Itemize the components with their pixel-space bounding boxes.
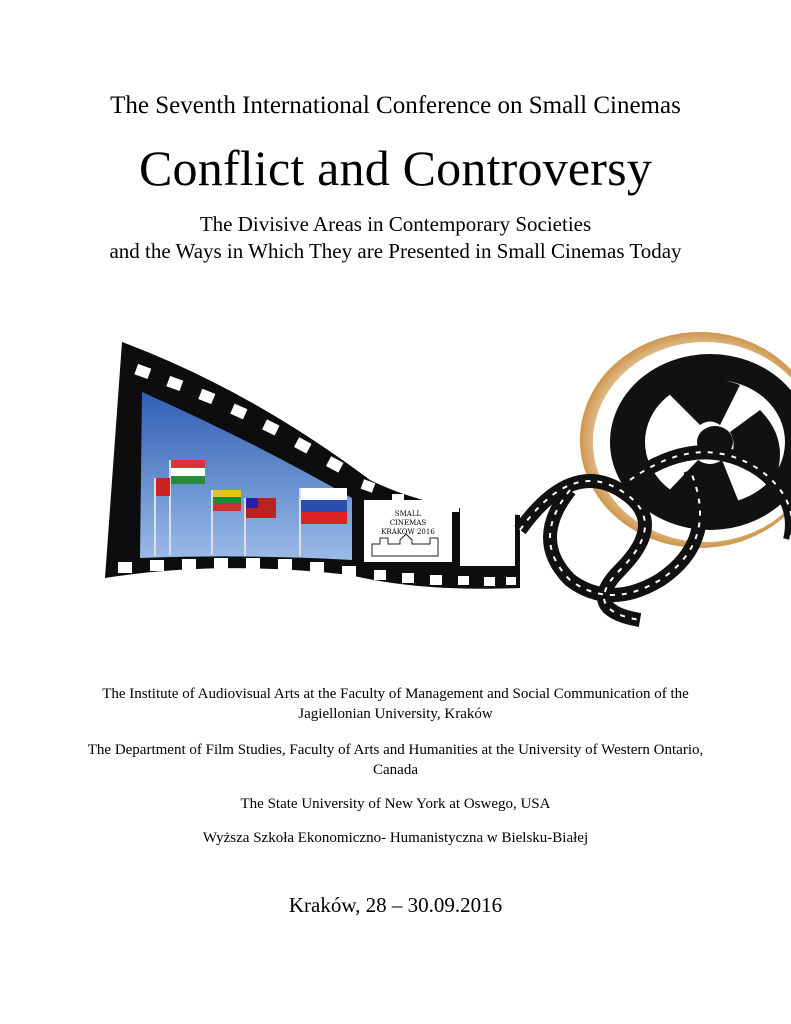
institution-3: The State University of New York at Oswego, USA [240,796,551,812]
logo-line-3: KRAKOW 2016 [381,528,435,536]
institution-2: The Department of Film Studies, Faculty of Arts and Humanities at the University of Western Ontario, Canada [87,742,704,778]
institution-1: The Institute of Audiovisual Arts at the Faculty of Management and Social Communication of the Jagiellonian University, Kraków [102,686,689,722]
conference-subtitle: The Seventh International Conference on Small Cinemas [110,92,681,119]
institution-4: Wyższa Szkoła Ekonomiczno- Humanistyczna w Bielsku-Białej [202,830,589,846]
date-location: Kraków, 28 – 30.09.2016 [288,893,503,917]
logo-line-2: CINEMAS [389,519,427,527]
film-strip-icon [105,342,520,589]
logo-line-1: SMALL [394,510,422,518]
tagline-line-2: and the Ways in Which They are Presented in Small Cinemas Today [109,239,682,263]
page-title: Conflict and Controversy [138,140,653,196]
film-reel-icon [580,332,791,548]
tagline-line-1: The Divisive Areas in Contemporary Societies [199,212,592,236]
film-strip-banner [100,330,791,640]
